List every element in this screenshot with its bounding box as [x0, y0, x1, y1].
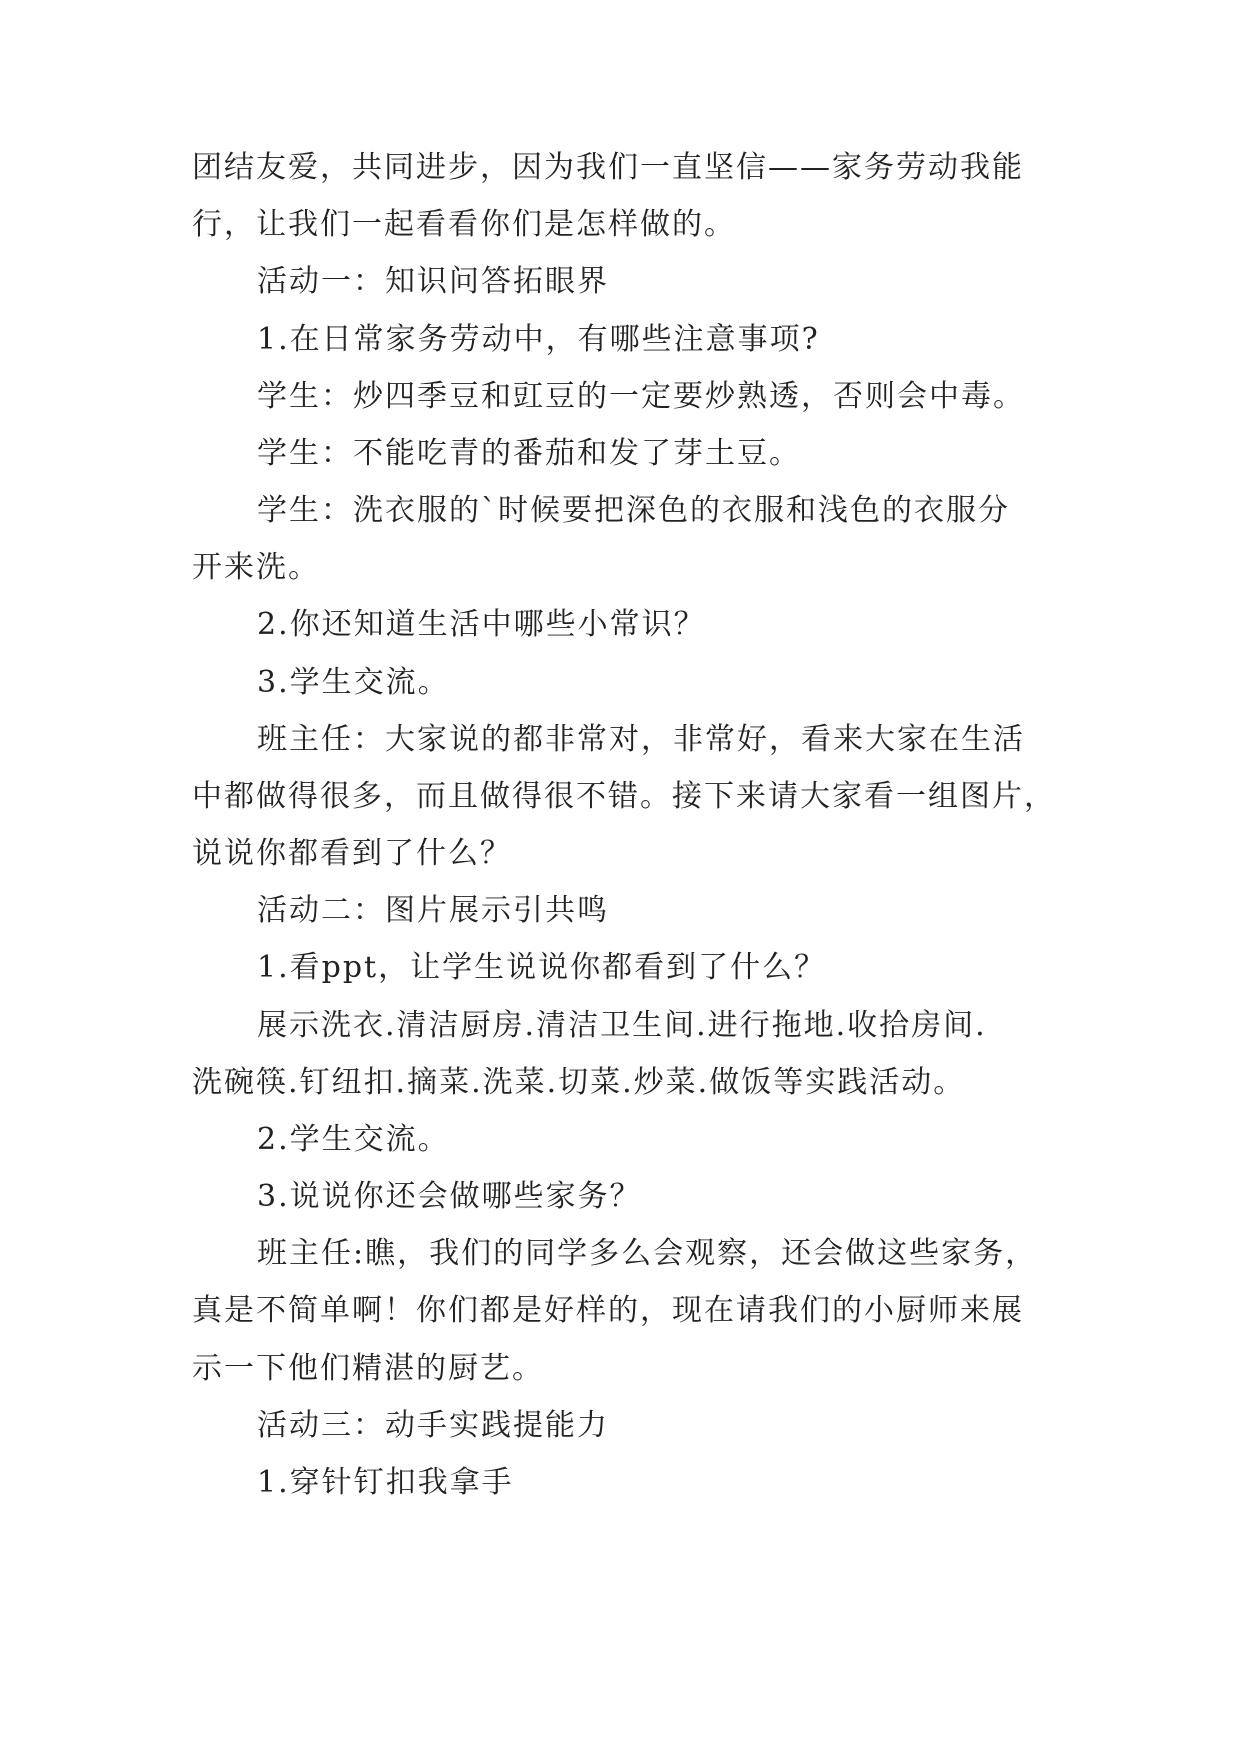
- text-line: 说说你都看到了什么？: [192, 836, 512, 871]
- text-line: 行，让我们一起看看你们是怎样做的。: [192, 207, 736, 242]
- text-line: 1.看ppt，让学生说说你都看到了什么？: [257, 950, 827, 985]
- text-line: 1.穿针钉扣我拿手: [257, 1465, 514, 1500]
- text-line: 学生：不能吃青的番茄和发了芽土豆。: [257, 436, 801, 471]
- text-line: 3.学生交流。: [257, 665, 450, 700]
- text-line: 学生：炒四季豆和豇豆的一定要炒熟透，否则会中毒。: [257, 379, 1025, 414]
- text-line: 2.你还知道生活中哪些小常识？: [257, 607, 706, 642]
- text-line: 洗碗筷.钉纽扣.摘菜.洗菜.切菜.炒菜.做饭等实践活动。: [192, 1065, 966, 1100]
- text-line: 3.说说你还会做哪些家务？: [257, 1179, 642, 1214]
- text-line: 2.学生交流。: [257, 1122, 450, 1157]
- text-line: 班主任：大家说的都非常对，非常好，看来大家在生活: [257, 722, 1025, 757]
- section-heading: 活动一：知识问答拓眼界: [257, 264, 609, 299]
- section-heading: 活动二：图片展示引共鸣: [257, 893, 609, 928]
- section-heading: 活动三：动手实践提能力: [257, 1408, 609, 1443]
- text-line: 团结友爱，共同进步，因为我们一直坚信——家务劳动我能: [192, 150, 1024, 185]
- text-line: 中都做得很多，而且做得很不错。接下来请大家看一组图片，: [192, 779, 1056, 814]
- text-line: 1.在日常家务劳动中，有哪些注意事项?: [257, 322, 820, 357]
- text-line: 开来洗。: [192, 550, 320, 585]
- text-line: 示一下他们精湛的厨艺。: [192, 1351, 544, 1386]
- text-line: 学生：洗衣服的`时候要把深色的衣服和浅色的衣服分: [257, 493, 1010, 528]
- text-line: 真是不简单啊！你们都是好样的，现在请我们的小厨师来展: [192, 1293, 1024, 1328]
- text-line: 展示洗衣.清洁厨房.清洁卫生间.进行拖地.收拾房间.: [257, 1008, 987, 1043]
- text-line: 班主任:瞧，我们的同学多么会观察，还会做这些家务，: [257, 1236, 1038, 1271]
